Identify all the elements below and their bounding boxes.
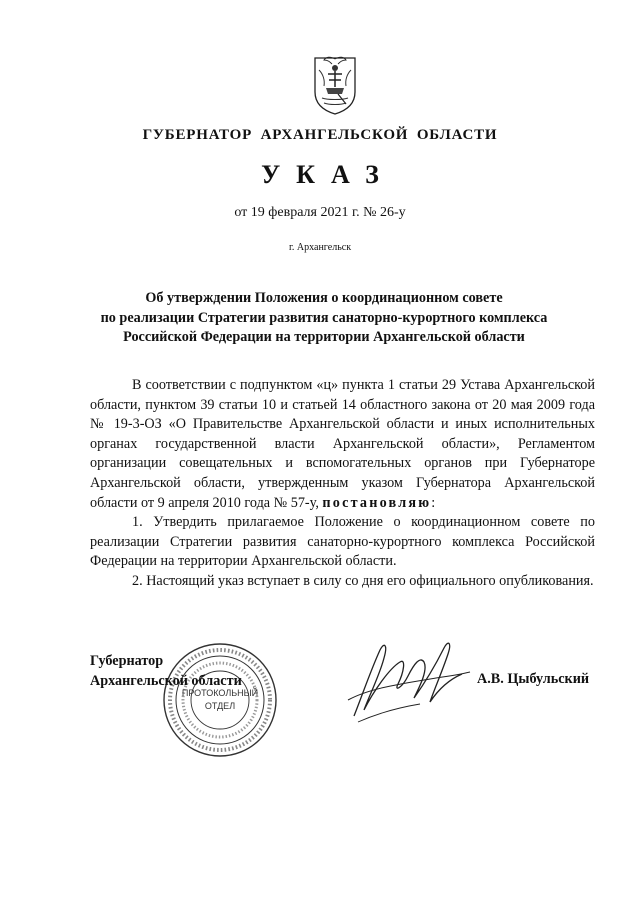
document-title-line: Российской Федерации на территории Архангельской области bbox=[123, 329, 525, 345]
document-title-line: Об утверждении Положения о координационном совете bbox=[145, 290, 503, 306]
document-title bbox=[96, 289, 552, 348]
preamble-paragraph bbox=[90, 376, 595, 513]
item-2-paragraph: 2. Настоящий указ вступает в силу со дня его официального опубликования. bbox=[132, 572, 594, 589]
city-name: г. Архангельск bbox=[288, 242, 352, 253]
signatory-position-line: Губернатор bbox=[90, 653, 164, 669]
resolve-word: постановляю bbox=[322, 494, 432, 511]
decree-date-number: от 19 февраля 2021 г. № 26-у bbox=[234, 205, 406, 220]
governor-title: ГУБЕРНАТОР АРХАНГЕЛЬСКОЙ ОБЛАСТИ bbox=[142, 127, 498, 143]
stamp-center-line: ПРОТОКОЛЬНЫЙ bbox=[181, 688, 259, 698]
coat-of-arms-emblem bbox=[312, 54, 358, 116]
signatory-position-line: Архангельской области bbox=[90, 673, 242, 689]
decree-heading: УКАЗ bbox=[261, 160, 395, 189]
document-title-line: по реализации Стратегии развития санаторно-курортного комплекса bbox=[100, 309, 548, 326]
signatory-name: А.В. Цыбульский bbox=[477, 671, 590, 687]
coat-of-arms-icon bbox=[312, 54, 358, 116]
stamp-center-line: ОТДЕЛ bbox=[204, 701, 236, 711]
signature-icon bbox=[340, 628, 475, 728]
item-1-paragraph: 1. Утвердить прилагаемое Положение о координационном совете по реализации Стратегии развития санаторно-курортного комплекса Российской Федерации на территории Архангельской области. bbox=[90, 514, 595, 570]
resolve-colon: : bbox=[431, 494, 436, 511]
signatory-position bbox=[90, 651, 242, 691]
preamble-text: В соответствии с подпунктом «ц» пункта 1 статьи 29 Устава Архангельской области, пунктом 39 статьи 10 и статьей 14 областного закона от 20 мая 2009 года № 19-3-ОЗ «О Правительстве Архангельской области и иных исполнительных органах государственной власти Архангельской области», Регламентом организации совещательных и вспомогательных органов при Губернаторе Архангельской области, утвержденным указом Губернатора Архангельской области от 9 апреля 2010 года № 57-у, bbox=[90, 377, 595, 511]
document-body bbox=[90, 376, 595, 592]
handwritten-signature bbox=[340, 628, 475, 728]
